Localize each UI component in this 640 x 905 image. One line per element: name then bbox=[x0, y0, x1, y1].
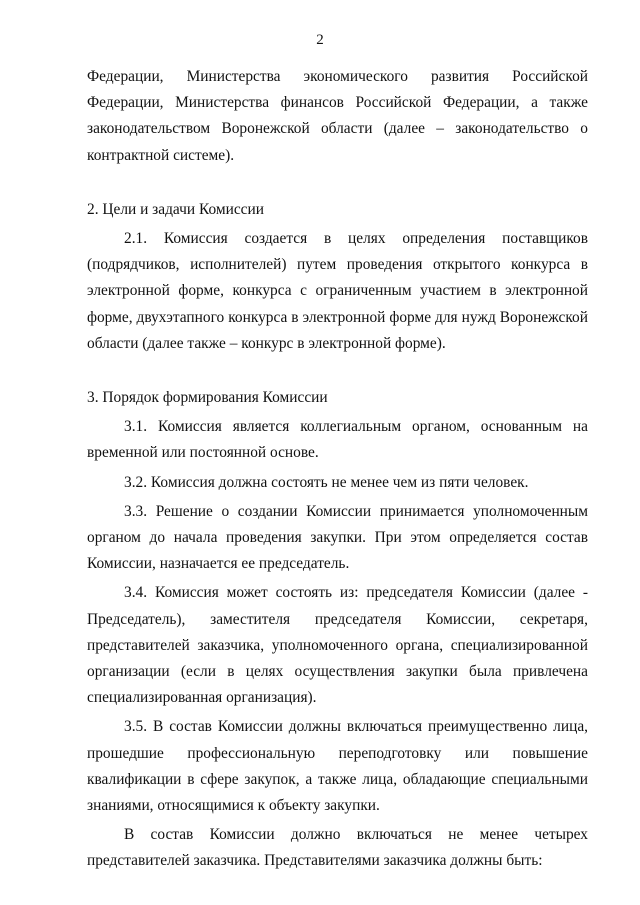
intro-paragraph: Федерации, Министерства экономического развития Российской Федерации, Министерства финансов Российской Федерации, а также законодательством Воронежской области (далее – законодательство о контрактной системе). bbox=[87, 68, 588, 164]
paragraph-2-1: 2.1. Комиссия создается в целях определения поставщиков (подрядчиков, исполнителей) путем проведения открытого конкурса в электронной форме, конкурса с ограниченным участием в электронной форме, двухэтапного конкурса в электронной форме для нужд Воронежской области (далее также – конкурс в электронной форме). bbox=[87, 230, 588, 352]
paragraph-3-5: 3.5. В состав Комиссии должны включаться преимущественно лица, прошедшие профессиональную переподготовку или повышение квалификации в сфере закупок, а также лица, обладающие специальными знаниями, относящимися к объекту закупки. bbox=[87, 718, 588, 815]
section-heading-formation: 3. Порядок формирования Комиссии bbox=[87, 389, 328, 407]
section-heading-goals: 2. Цели и задачи Комиссии bbox=[87, 200, 264, 218]
paragraph-3-1: 3.1. Комиссия является коллегиальным органом, основанным на временной или постоянной основе. bbox=[87, 418, 588, 462]
paragraph-3-5-continued: В состав Комиссии должно включаться не менее четырех представителей заказчика. Представителями заказчика должны быть: bbox=[87, 826, 588, 870]
paragraph-3-4: 3.4. Комиссия может состоять из: председателя Комиссии (далее - Председатель), заместителя председателя Комиссии, секретаря, представителей заказчика, уполномоченного органа, специализированной организации (если в целях осуществления закупки была привлечена специализированная организация). bbox=[87, 584, 588, 707]
document-body bbox=[87, 64, 588, 875]
paragraph-3-2: 3.2. Комиссия должна состоять не менее чем из пяти человек. bbox=[124, 473, 529, 491]
paragraph-3-3: 3.3. Решение о создании Комиссии принимается уполномоченным органом до начала проведения закупки. При этом определяется состав Комиссии, назначается ее председатель. bbox=[87, 502, 588, 573]
page-number: 2 bbox=[316, 32, 324, 48]
